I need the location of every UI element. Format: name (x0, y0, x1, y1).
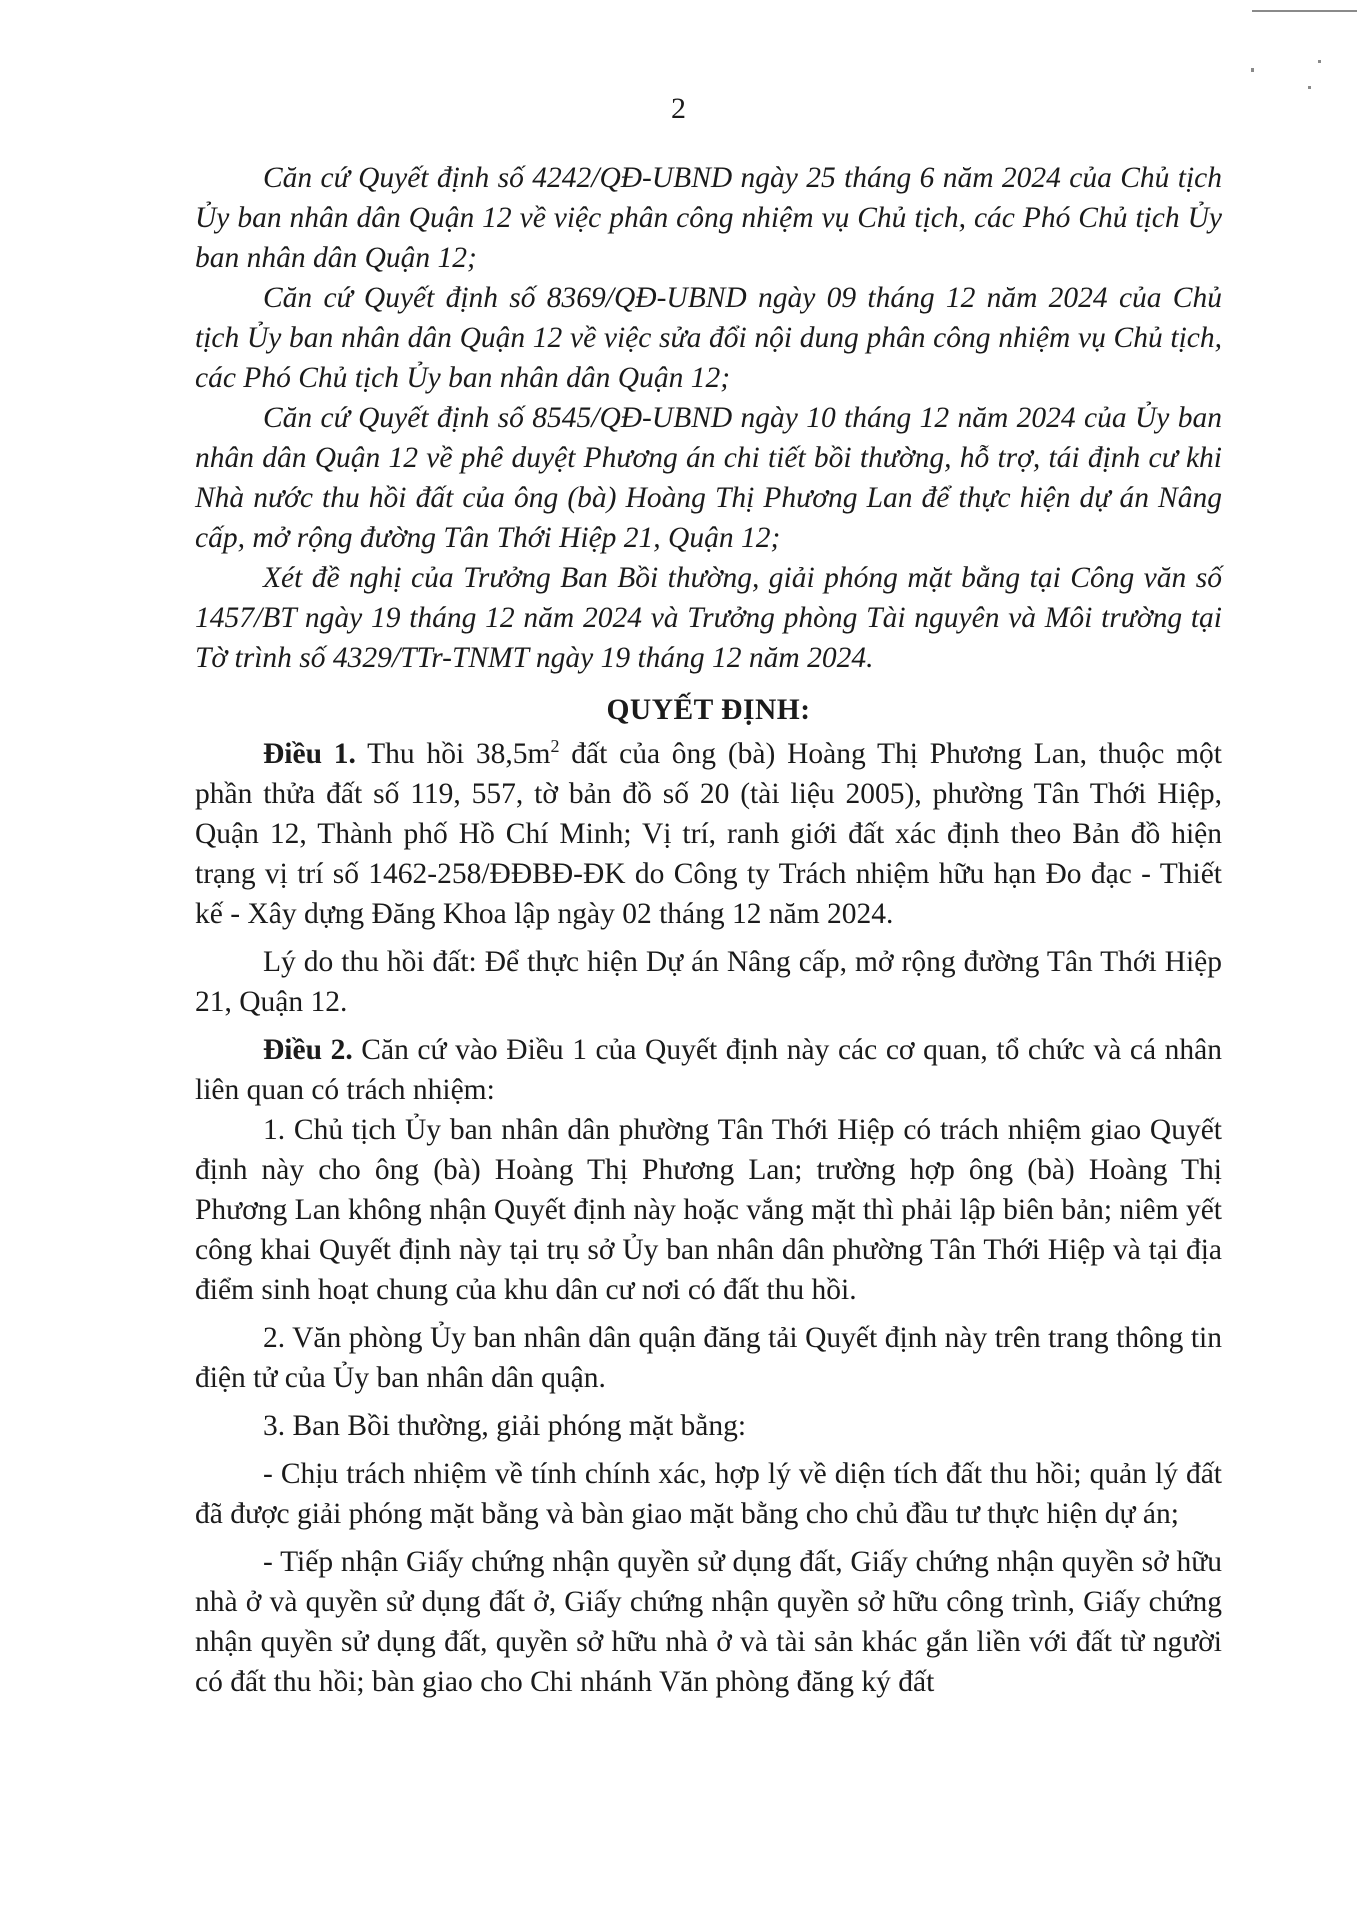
document-body (195, 158, 1222, 1702)
article-1-reason: Lý do thu hồi đất: Để thực hiện Dự án Nâng cấp, mở rộng đường Tân Thới Hiệp 21, Quận 12. (195, 946, 1222, 1018)
page-number: 2 (671, 92, 686, 125)
article-2-item: 1. Chủ tịch Ủy ban nhân dân phường Tân Thới Hiệp có trách nhiệm giao Quyết định này cho ông (bà) Hoàng Thị Phương Lan; trường hợp ông (bà) Hoàng Thị Phương Lan không nhận Quyết định này hoặc vắng mặt thì phải lập biên bản; niêm yết công khai Quyết định này tại trụ sở Ủy ban nhân dân phường Tân Thới Hiệp và tại địa điểm sinh hoạt chung của khu dân cư nơi có đất thu hồi. (195, 1114, 1222, 1306)
article-1-text-b: đất của ông (bà) Hoàng Thị Phương Lan, thuộc một phần thửa đất số 119, 557, tờ bản đồ số 20 (tài liệu 2005), phường Tân Thới Hiệp, Quận 12, Thành phố Hồ Chí Minh; Vị trí, ranh giới đất xác định theo Bản đồ hiện trạng vị trí số 1462-258/ĐĐBĐ-ĐK do Công ty Trách nhiệm hữu hạn Đo đạc - Thiết kế - Xây dựng Đăng Khoa lập ngày 02 tháng 12 năm 2024. (195, 738, 1222, 930)
article-2-item: 3. Ban Bồi thường, giải phóng mặt bằng: (263, 1410, 747, 1442)
scan-dot-2 (1318, 60, 1321, 63)
scan-dot-1 (1251, 68, 1254, 72)
decision-heading: QUYẾT ĐỊNH: (606, 694, 811, 726)
basis-paragraph: Xét đề nghị của Trưởng Ban Bồi thường, giải phóng mặt bằng tại Công văn số 1457/BT ngày 19 tháng 12 năm 2024 và Trưởng phòng Tài nguyên và Môi trường tại Tờ trình số 4329/TTr-TNMT ngày 19 tháng 12 năm 2024. (195, 562, 1222, 674)
article-2-item: - Tiếp nhận Giấy chứng nhận quyền sử dụng đất, Giấy chứng nhận quyền sở hữu nhà ở và quyền sử dụng đất ở, Giấy chứng nhận quyền sở hữu công trình, Giấy chứng nhận quyền sử dụng đất, quyền sở hữu nhà ở và tài sản khác gắn liền với đất từ người có đất thu hồi; bàn giao cho Chi nhánh Văn phòng đăng ký đất (195, 1546, 1222, 1698)
article-1-text-a: Thu hồi 38,5m (355, 738, 551, 770)
article-2-intro: Căn cứ vào Điều 1 của Quyết định này các cơ quan, tổ chức và cá nhân liên quan có trách nhiệm: (195, 1034, 1222, 1106)
article-2 (195, 1030, 1222, 1110)
article-2-item: - Chịu trách nhiệm về tính chính xác, hợp lý về diện tích đất thu hồi; quản lý đất đã được giải phóng mặt bằng và bàn giao mặt bằng cho chủ đầu tư thực hiện dự án; (195, 1458, 1222, 1530)
basis-paragraph: Căn cứ Quyết định số 8369/QĐ-UBND ngày 09 tháng 12 năm 2024 của Chủ tịch Ủy ban nhân dân Quận 12 về việc sửa đổi nội dung phân công nhiệm vụ Chủ tịch, các Phó Chủ tịch Ủy ban nhân dân Quận 12; (195, 282, 1222, 394)
basis-paragraph: Căn cứ Quyết định số 4242/QĐ-UBND ngày 25 tháng 6 năm 2024 của Chủ tịch Ủy ban nhân dân Quận 12 về việc phân công nhiệm vụ Chủ tịch, các Phó Chủ tịch Ủy ban nhân dân Quận 12; (195, 162, 1222, 274)
scan-dot-3 (1308, 86, 1311, 89)
area-unit-superscript: 2 (550, 736, 560, 757)
article-1-title: Điều 1. (263, 738, 356, 770)
basis-paragraph: Căn cứ Quyết định số 8545/QĐ-UBND ngày 10 tháng 12 năm 2024 của Ủy ban nhân dân Quận 12 về phê duyệt Phương án chi tiết bồi thường, hỗ trợ, tái định cư khi Nhà nước thu hồi đất của ông (bà) Hoàng Thị Phương Lan để thực hiện dự án Nâng cấp, mở rộng đường Tân Thới Hiệp 21, Quận 12; (195, 402, 1222, 554)
article-2-item: 2. Văn phòng Ủy ban nhân dân quận đăng tải Quyết định này trên trang thông tin điện tử của Ủy ban nhân dân quận. (195, 1322, 1222, 1394)
article-1 (195, 734, 1222, 934)
scan-edge-line-top (1252, 10, 1357, 12)
article-2-title: Điều 2. (263, 1034, 353, 1066)
